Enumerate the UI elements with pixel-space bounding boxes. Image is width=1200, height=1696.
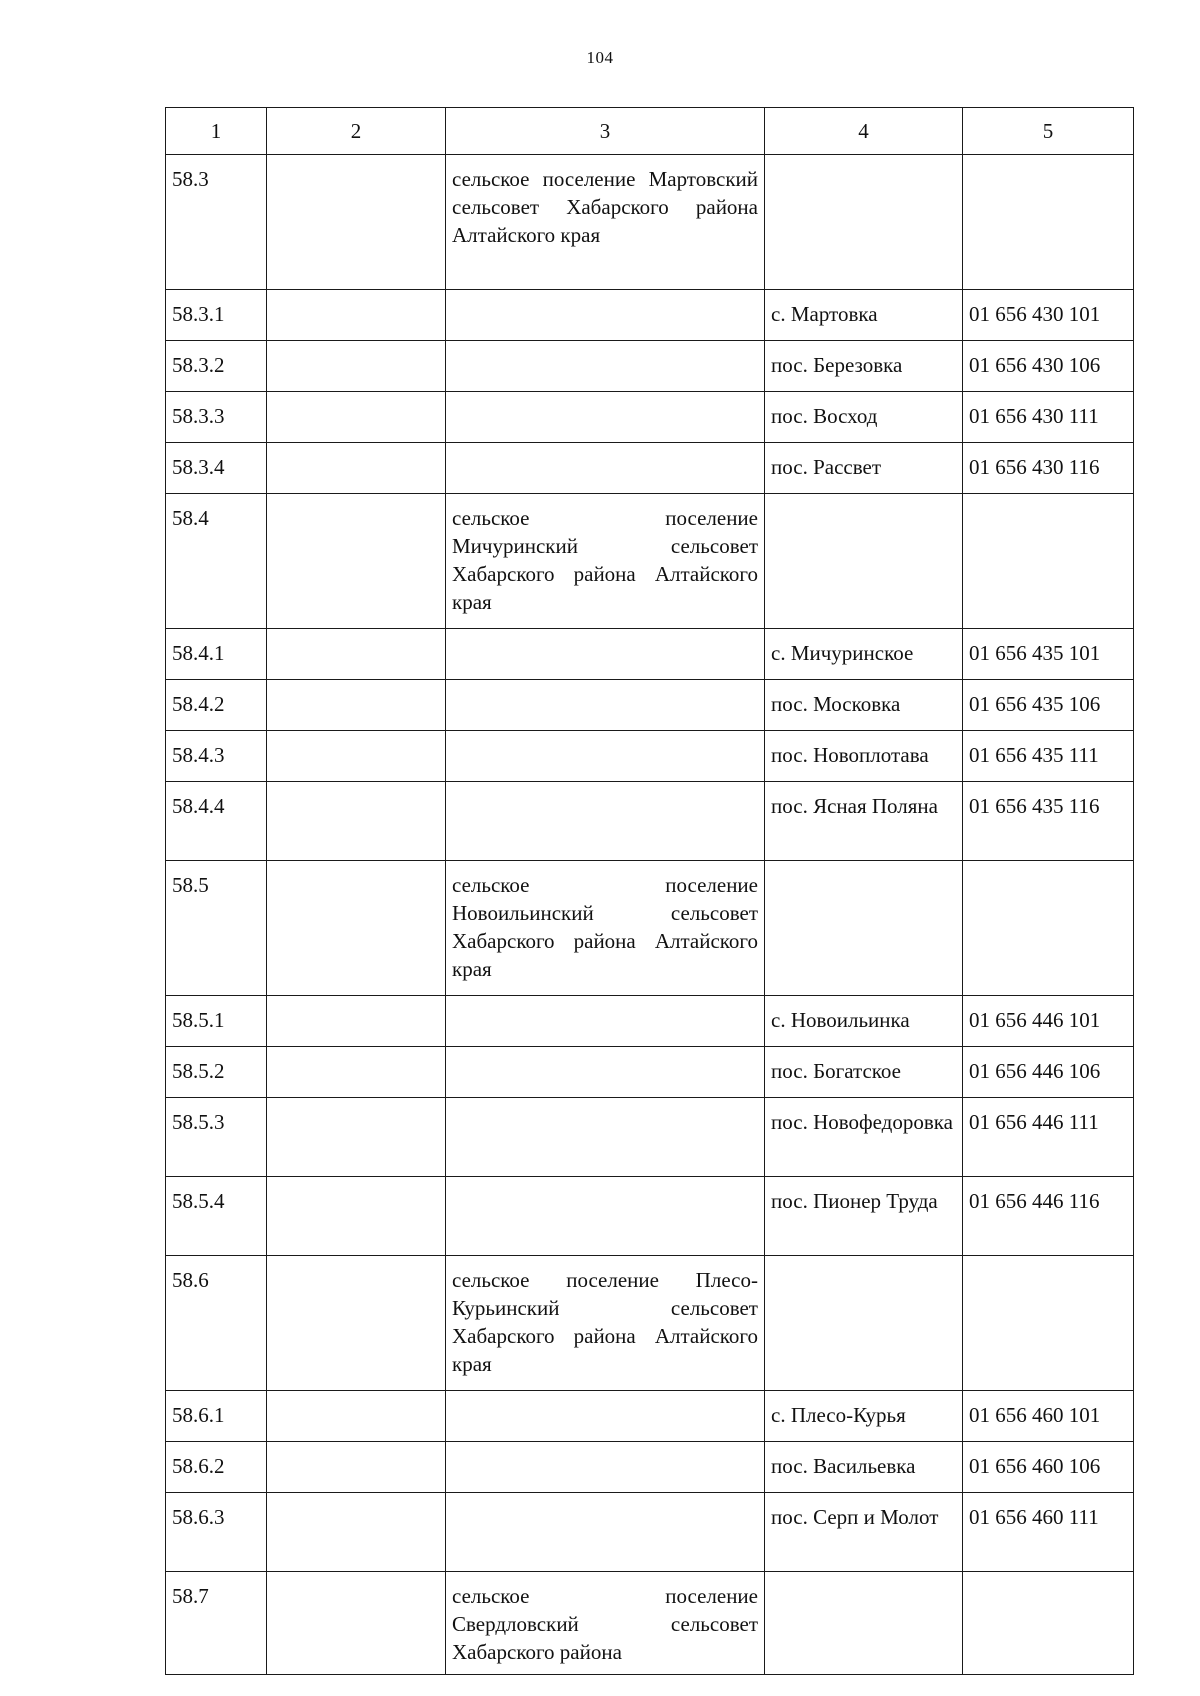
- settlement-description-cell: [446, 1047, 765, 1098]
- row-number-cell: 58.5.3: [166, 1098, 267, 1177]
- oktmo-code-cell: 01 656 446 101: [963, 996, 1134, 1047]
- row-number-cell: 58.3.1: [166, 290, 267, 341]
- oktmo-code-cell: 01 656 435 106: [963, 680, 1134, 731]
- page-number: 104: [586, 48, 614, 67]
- settlement-description-cell: [446, 1177, 765, 1256]
- table-row: [166, 861, 1134, 996]
- row-number-cell: 58.4.2: [166, 680, 267, 731]
- settlement-name-cell: [765, 861, 963, 996]
- column-header-1: 1: [166, 108, 267, 155]
- settlement-description-cell: [446, 1098, 765, 1177]
- column-2-cell: [267, 290, 446, 341]
- settlement-description-cell: [446, 1442, 765, 1493]
- table-header-row: [166, 108, 1134, 155]
- table-row: [166, 782, 1134, 861]
- column-2-cell: [267, 1572, 446, 1675]
- oktmo-code-cell: [963, 494, 1134, 629]
- settlement-description-cell: [446, 290, 765, 341]
- oktmo-code-cell: 01 656 430 116: [963, 443, 1134, 494]
- settlement-name-cell: с. Мичуринское: [765, 629, 963, 680]
- settlement-name-cell: пос. Новофедоровка: [765, 1098, 963, 1177]
- column-2-cell: [267, 1442, 446, 1493]
- settlement-description-cell: сельское поселение Свердловский сельсовет Хабарского района: [446, 1572, 765, 1675]
- settlement-name-cell: пос. Березовка: [765, 341, 963, 392]
- column-header-4: 4: [765, 108, 963, 155]
- settlement-name-cell: с. Новоильинка: [765, 996, 963, 1047]
- column-header-3: 3: [446, 108, 765, 155]
- column-2-cell: [267, 1047, 446, 1098]
- row-number-cell: 58.3.3: [166, 392, 267, 443]
- settlement-description-cell: [446, 1391, 765, 1442]
- column-header-5: 5: [963, 108, 1134, 155]
- row-number-cell: 58.4.3: [166, 731, 267, 782]
- table-row: [166, 629, 1134, 680]
- column-2-cell: [267, 1256, 446, 1391]
- table-row: [166, 1493, 1134, 1572]
- column-2-cell: [267, 1177, 446, 1256]
- table-row: [166, 1391, 1134, 1442]
- table-row: [166, 731, 1134, 782]
- settlement-description-cell: сельское поселение Новоильинский сельсовет Хабарского района Алтайского края: [446, 861, 765, 996]
- table-row: [166, 494, 1134, 629]
- column-2-cell: [267, 494, 446, 629]
- row-number-cell: 58.6.2: [166, 1442, 267, 1493]
- column-2-cell: [267, 443, 446, 494]
- oktmo-code-cell: [963, 861, 1134, 996]
- column-2-cell: [267, 341, 446, 392]
- table-row: [166, 443, 1134, 494]
- settlement-name-cell: пос. Пионер Труда: [765, 1177, 963, 1256]
- settlement-description-cell: [446, 629, 765, 680]
- settlement-name-cell: с. Плесо-Курья: [765, 1391, 963, 1442]
- settlement-name-cell: пос. Восход: [765, 392, 963, 443]
- row-number-cell: 58.6.1: [166, 1391, 267, 1442]
- row-number-cell: 58.5: [166, 861, 267, 996]
- settlement-name-cell: с. Мартовка: [765, 290, 963, 341]
- oktmo-code-cell: 01 656 460 111: [963, 1493, 1134, 1572]
- settlement-description-cell: [446, 996, 765, 1047]
- column-header-2: 2: [267, 108, 446, 155]
- settlement-description-cell: [446, 392, 765, 443]
- row-number-cell: 58.5.4: [166, 1177, 267, 1256]
- row-number-cell: 58.3: [166, 155, 267, 290]
- row-number-cell: 58.6: [166, 1256, 267, 1391]
- settlement-description-cell: [446, 731, 765, 782]
- oktmo-code-cell: [963, 1256, 1134, 1391]
- oktmo-code-cell: [963, 155, 1134, 290]
- settlement-name-cell: [765, 1256, 963, 1391]
- oktmo-code-cell: 01 656 430 111: [963, 392, 1134, 443]
- row-number-cell: 58.7: [166, 1572, 267, 1675]
- table-row: [166, 341, 1134, 392]
- oktmo-code-cell: 01 656 460 106: [963, 1442, 1134, 1493]
- column-2-cell: [267, 155, 446, 290]
- row-number-cell: 58.5.2: [166, 1047, 267, 1098]
- settlement-name-cell: [765, 155, 963, 290]
- settlement-description-cell: [446, 443, 765, 494]
- settlement-description-cell: сельское поселение Плесо-Курьинский сельсовет Хабарского района Алтайского края: [446, 1256, 765, 1391]
- settlement-name-cell: пос. Васильевка: [765, 1442, 963, 1493]
- row-number-cell: 58.4.1: [166, 629, 267, 680]
- table-row: [166, 1572, 1134, 1675]
- column-2-cell: [267, 1391, 446, 1442]
- oktmo-code-cell: 01 656 430 101: [963, 290, 1134, 341]
- settlement-name-cell: пос. Московка: [765, 680, 963, 731]
- settlement-description-cell: сельское поселение Мичуринский сельсовет Хабарского района Алтайского края: [446, 494, 765, 629]
- oktmo-code-cell: 01 656 446 106: [963, 1047, 1134, 1098]
- row-number-cell: 58.3.2: [166, 341, 267, 392]
- table-row: [166, 996, 1134, 1047]
- oktmo-code-cell: 01 656 435 101: [963, 629, 1134, 680]
- table-row: [166, 1256, 1134, 1391]
- row-number-cell: 58.4: [166, 494, 267, 629]
- column-2-cell: [267, 782, 446, 861]
- table-body: [166, 155, 1134, 1675]
- column-2-cell: [267, 861, 446, 996]
- settlement-name-cell: пос. Новоплотава: [765, 731, 963, 782]
- settlement-name-cell: [765, 494, 963, 629]
- settlements-table: [165, 107, 1134, 1675]
- settlement-name-cell: [765, 1572, 963, 1675]
- column-2-cell: [267, 996, 446, 1047]
- oktmo-code-cell: 01 656 430 106: [963, 341, 1134, 392]
- column-2-cell: [267, 1098, 446, 1177]
- oktmo-code-cell: 01 656 435 116: [963, 782, 1134, 861]
- settlement-description-cell: [446, 1493, 765, 1572]
- column-2-cell: [267, 680, 446, 731]
- column-2-cell: [267, 629, 446, 680]
- oktmo-code-cell: [963, 1572, 1134, 1675]
- settlement-description-cell: [446, 680, 765, 731]
- column-2-cell: [267, 1493, 446, 1572]
- row-number-cell: 58.3.4: [166, 443, 267, 494]
- table-row: [166, 1442, 1134, 1493]
- column-2-cell: [267, 731, 446, 782]
- table-row: [166, 1098, 1134, 1177]
- column-2-cell: [267, 392, 446, 443]
- settlement-name-cell: пос. Рассвет: [765, 443, 963, 494]
- settlement-description-cell: [446, 782, 765, 861]
- table-row: [166, 155, 1134, 290]
- settlement-description-cell: [446, 341, 765, 392]
- table-row: [166, 1047, 1134, 1098]
- table-row: [166, 290, 1134, 341]
- oktmo-code-cell: 01 656 446 111: [963, 1098, 1134, 1177]
- settlement-name-cell: пос. Богатское: [765, 1047, 963, 1098]
- settlement-name-cell: пос. Ясная Поляна: [765, 782, 963, 861]
- table-row: [166, 680, 1134, 731]
- row-number-cell: 58.4.4: [166, 782, 267, 861]
- oktmo-code-cell: 01 656 446 116: [963, 1177, 1134, 1256]
- settlement-name-cell: пос. Серп и Молот: [765, 1493, 963, 1572]
- row-number-cell: 58.5.1: [166, 996, 267, 1047]
- oktmo-code-cell: 01 656 435 111: [963, 731, 1134, 782]
- row-number-cell: 58.6.3: [166, 1493, 267, 1572]
- oktmo-code-cell: 01 656 460 101: [963, 1391, 1134, 1442]
- table-row: [166, 1177, 1134, 1256]
- settlement-description-cell: сельское поселение Мартовский сельсовет Хабарского района Алтайского края: [446, 155, 765, 290]
- table-row: [166, 392, 1134, 443]
